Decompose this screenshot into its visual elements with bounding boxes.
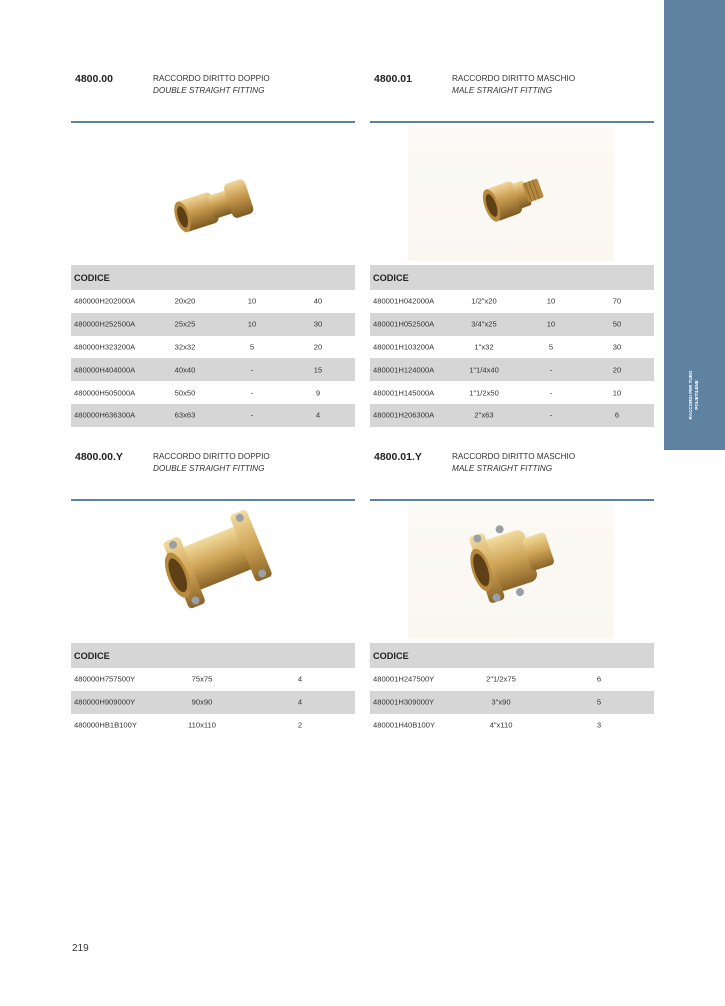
table-row: 480000H909000Y 90x90 4	[71, 691, 355, 714]
row-code: 480000H202000A	[74, 296, 136, 306]
table-row: 480001H247500Y 2"1/2x75 6	[373, 674, 602, 684]
codice-header: CODICE	[74, 650, 110, 661]
table-row: 480000H404000A 40x40 - 15	[71, 358, 355, 381]
table-header	[370, 643, 654, 668]
male-straight-fitting-image	[370, 125, 654, 261]
product-section-4800-01	[370, 73, 654, 429]
row-code: 480001H206300A	[373, 410, 435, 420]
table-row: 480000H252500A 25x25 10 30	[71, 313, 355, 336]
product-name-en: MALE STRAIGHT FITTING	[452, 464, 553, 473]
product-photo	[370, 503, 654, 639]
table-row: 480001H124000A 1"1/4x40 - 20	[370, 358, 654, 381]
product-name-en: DOUBLE STRAIGHT FITTING	[153, 464, 265, 473]
page-number: 219	[72, 943, 89, 954]
row-code: 480001H124000A	[373, 365, 435, 375]
table-row: 480000H636300A 63x63 - 4	[71, 404, 355, 427]
table-row: 480000H323200A 32x32 5 20	[74, 342, 323, 352]
product-photo	[71, 503, 355, 639]
product-section-4800-01-y	[370, 451, 654, 741]
product-table	[71, 265, 355, 427]
row-code: 480001H309000Y	[373, 697, 435, 707]
product-name-en: DOUBLE STRAIGHT FITTING	[153, 86, 265, 95]
product-table	[370, 265, 654, 427]
codice-header: CODICE	[373, 272, 409, 283]
category-label: RACCORDI PER TUBO POLIETILENE	[688, 370, 699, 420]
product-table	[71, 643, 355, 736]
table-header	[71, 643, 355, 668]
section-rule	[370, 499, 654, 501]
row-code: 480001H145000A	[373, 388, 435, 398]
row-code: 480001H247500Y	[373, 674, 435, 684]
table-row: 480000H505000A 50x50 - 9	[74, 388, 321, 398]
row-code: 480001H052500A	[373, 319, 435, 329]
section-rule	[71, 499, 355, 501]
table-row: 480000H202000A 20x20 10 40	[74, 296, 323, 306]
table-row: 480001H052500A 3/4"x25 10 50	[370, 313, 654, 336]
row-code: 480001H042000A	[373, 296, 435, 306]
row-code: 480000H323200A	[74, 342, 136, 352]
table-row: 480000H757500Y 75x75 4	[74, 674, 303, 684]
male-straight-clamp-fitting-image	[370, 503, 654, 639]
table-row: 480000HB1B100Y 110x110 2	[74, 720, 303, 730]
table-header	[71, 265, 355, 290]
product-section-4800-00	[71, 73, 355, 429]
product-name-it: RACCORDO DIRITTO MASCHIO	[452, 452, 576, 461]
table-row: 480001H40B100Y 4"x110 3	[373, 720, 602, 730]
row-code: 480001H103200A	[373, 342, 435, 352]
double-straight-clamp-fitting-image	[71, 503, 355, 639]
row-code: 480000H757500Y	[74, 674, 136, 684]
row-code: 480000H404000A	[74, 365, 136, 375]
row-code: 480001H40B100Y	[373, 720, 436, 730]
product-code: 4800.01	[374, 73, 412, 85]
product-name-en: MALE STRAIGHT FITTING	[452, 86, 553, 95]
product-name-it: RACCORDO DIRITTO DOPPIO	[153, 452, 270, 461]
table-row: 480001H309000Y 3"x90 5	[370, 691, 654, 714]
row-code: 480000HB1B100Y	[74, 720, 137, 730]
section-rule	[71, 121, 355, 123]
product-photo	[370, 125, 654, 261]
table-row: 480001H145000A 1"1/2x50 - 10	[373, 388, 622, 398]
table-header	[370, 265, 654, 290]
row-code: 480000H252500A	[74, 319, 136, 329]
category-side-tab	[664, 0, 725, 450]
product-name-it: RACCORDO DIRITTO MASCHIO	[452, 74, 576, 83]
product-code: 4800.00.Y	[75, 451, 123, 463]
table-row: 480001H042000A 1/2"x20 10 70	[373, 296, 622, 306]
product-code: 4800.00	[75, 73, 113, 85]
row-code: 480000H909000Y	[74, 697, 136, 707]
table-row: 480001H103200A 1"x32 5 30	[373, 342, 622, 352]
product-code: 4800.01.Y	[374, 451, 422, 463]
product-table	[370, 643, 654, 736]
product-photo	[71, 125, 355, 261]
double-straight-fitting-image	[71, 125, 355, 261]
row-code: 480000H505000A	[74, 388, 136, 398]
product-section-4800-00-y	[71, 451, 355, 741]
codice-header: CODICE	[74, 272, 110, 283]
section-rule	[370, 121, 654, 123]
row-code: 480000H636300A	[74, 410, 136, 420]
table-row: 480001H206300A 2"x63 - 6	[370, 404, 654, 427]
codice-header: CODICE	[373, 650, 409, 661]
product-name-it: RACCORDO DIRITTO DOPPIO	[153, 74, 270, 83]
